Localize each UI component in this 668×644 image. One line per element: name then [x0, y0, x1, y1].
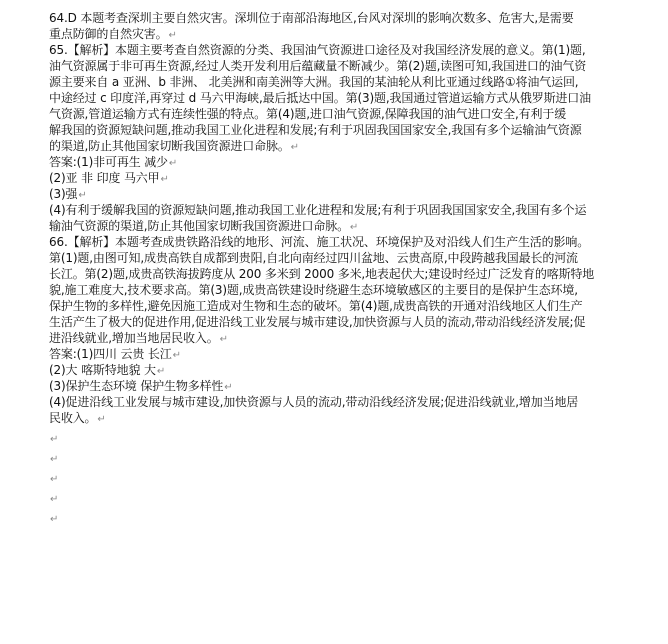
text-line: 重点防御的自然灾害。↵ [49, 27, 177, 41]
paragraph-mark-icon: ↵ [97, 414, 106, 425]
paragraph-mark-icon: ↵ [172, 350, 181, 361]
paragraph-mark-icon: ↵ [50, 474, 59, 485]
paragraph-mark-icon: ↵ [78, 190, 87, 201]
text-line: (2)亚 非 印度 马六甲↵ [49, 171, 169, 185]
text-line: 中途经过 c 印度洋,再穿过 d 马六甲海峡,最后抵达中国。第(3)题,我国通过管道运输方式从俄罗斯进口油 [49, 91, 591, 105]
text-line: 65.【解析】本题主要考查自然资源的分类、我国油气资源进口途径及对我国经济发展的意义。第(1)题, [49, 43, 586, 57]
text-line: (3)强↵ [49, 187, 87, 201]
text-line: 气资源,管道运输方式有连续性强的特点。第(4)题,进口油气资源,保障我国的油气进口安全,有利于缓 [49, 107, 567, 121]
paragraph-mark-icon: ↵ [224, 382, 233, 393]
text-line: (3)保护生态环境 保护生物多样性↵ [49, 379, 233, 393]
text-line: 生活产生了极大的促进作用,促进沿线工业发展与城市建设,加快资源与人员的流动,带动沿线经济发展;促 [49, 315, 586, 329]
empty-paragraphs [49, 430, 659, 530]
text-line: 保护生物的多样性,避免因施工造成对生物和生态的破坏。第(4)题,成贵高铁的开通对沿线地区人们生产 [49, 299, 583, 313]
text-line: 的渠道,防止其他国家切断我国资源进口命脉。↵ [49, 139, 299, 153]
paragraph-mark-icon: ↵ [290, 142, 299, 153]
empty-line [49, 430, 659, 450]
text-line: 油气资源属于非可再生资源,经过人类开发利用后蕴藏量不断减少。第(2)题,读图可知,我国进口的油气资 [49, 59, 587, 73]
paragraph-mark-icon: ↵ [219, 334, 228, 345]
text-line: (4)有利于缓解我国的资源短缺问题,推动我国工业化进程和发展;有利于巩固我国国家安全,我国有多个运 [49, 203, 587, 217]
empty-line [49, 490, 659, 510]
text-line: 解我国的资源短缺问题,推动我国工业化进程和发展;有利于巩固我国国家安全,我国有多个运输油气资源 [49, 123, 582, 137]
paragraph-mark-icon: ↵ [168, 30, 177, 41]
document-body [49, 10, 659, 530]
text-line: 貌,施工难度大,技术要求高。第(3)题,成贵高铁建设时绕避生态环境敏感区的主要目的是保护生态环境, [49, 283, 578, 297]
text-line: (4)促进沿线工业发展与城市建设,加快资源与人员的流动,带动沿线经济发展;促进沿线就业,增加当地居 [49, 395, 579, 409]
paragraph-mark-icon: ↵ [50, 434, 59, 445]
paragraph-mark-icon: ↵ [160, 174, 169, 185]
text-line: 进沿线就业,增加当地居民收入。↵ [49, 331, 228, 345]
paragraph-mark-icon: ↵ [156, 366, 166, 377]
text-line: 民收入。↵ [49, 411, 106, 425]
empty-line [49, 470, 659, 490]
empty-line [49, 450, 659, 470]
text-line: 第(1)题,由图可知,成贵高铁自成都到贵阳,自北向南经过四川盆地、云贵高原,中段跨越我国最长的河流 [49, 251, 578, 265]
empty-line [49, 510, 659, 530]
text-line: 66.【解析】本题考查成贵铁路沿线的地形、河流、施工状况、环境保护及对沿线人们生产生活的影响。 [49, 235, 590, 249]
text-line: (2)大 喀斯特地貌 大↵ [49, 363, 166, 377]
paragraph-mark-icon: ↵ [168, 158, 178, 169]
paragraph-mark-icon: ↵ [50, 454, 59, 465]
text-line: 源主要来自 a 亚洲、b 非洲、 北美洲和南美洲等大洲。我国的某油轮从利比亚通过线路①将油气运回, [49, 75, 579, 89]
paragraph-mark-icon: ↵ [50, 494, 59, 505]
paragraph-mark-icon: ↵ [50, 514, 59, 525]
paragraph-mark-icon: ↵ [349, 222, 359, 233]
text-line: 长江。第(2)题,成贵高铁海拔跨度从 200 多米到 2000 多米,地表起伏大;建设时经过广泛发育的喀斯特地 [49, 267, 595, 281]
text-line: 答案:(1)非可再生 减少↵ [49, 155, 178, 169]
text-line: 答案:(1)四川 云贵 长江↵ [49, 347, 181, 361]
text-line: 64.D 本题考查深圳主要自然灾害。深圳位于南部沿海地区,台风对深圳的影响次数多、危害大,是需要 [49, 11, 574, 25]
text-line: 输油气资源的渠道,防止其他国家切断我国资源进口命脉。↵ [49, 219, 359, 233]
